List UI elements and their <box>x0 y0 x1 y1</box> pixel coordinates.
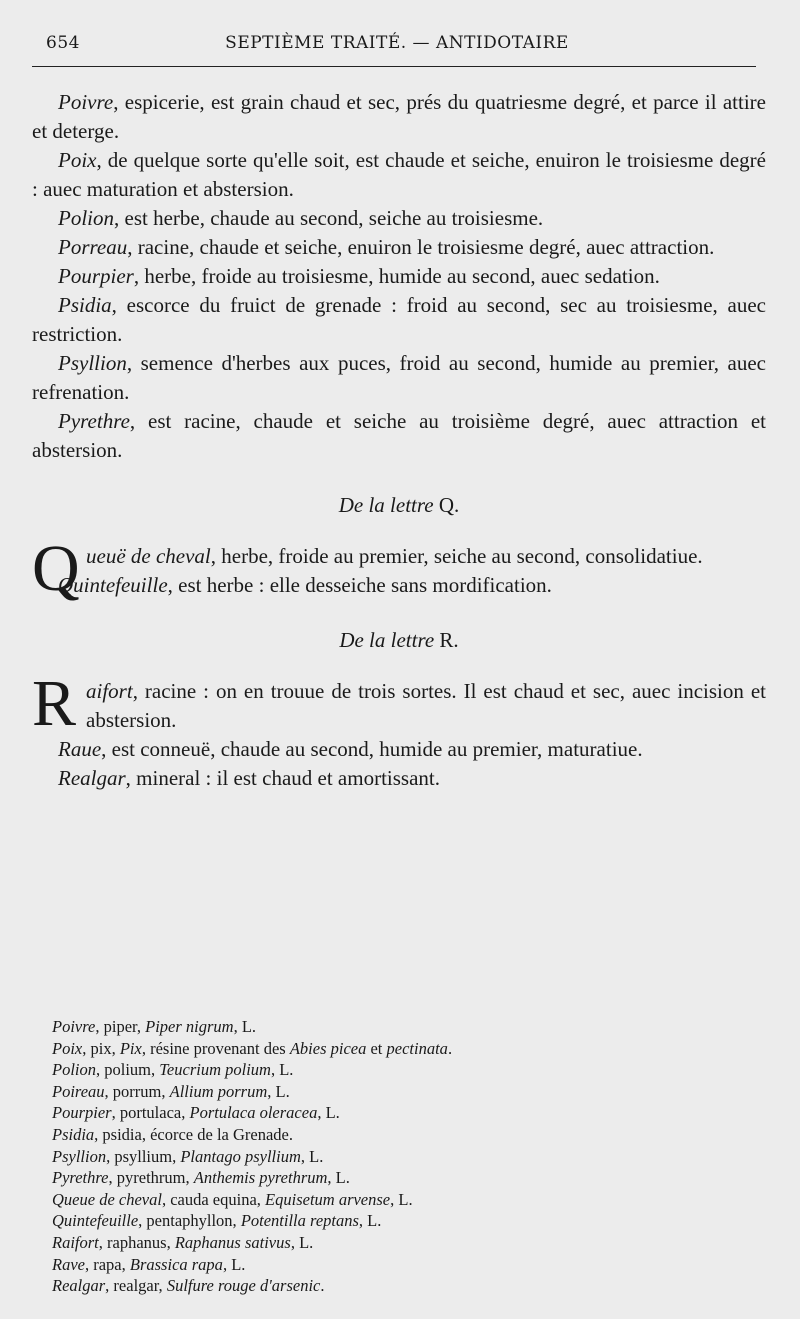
entry-text: , racine : on en trouue de trois sortes. Il est chaud et sec, auec incision et abstersion. <box>86 679 766 732</box>
note-suffix: , L. <box>270 1060 294 1080</box>
entry-raifort <box>32 667 766 740</box>
note-term: Realgar <box>52 1276 106 1296</box>
entry-term: Pyrethre <box>58 409 130 433</box>
note-term: Polion <box>52 1060 96 1080</box>
section-letter: R. <box>439 628 459 652</box>
entry-term: Polion <box>58 206 114 230</box>
note-term: Psyllion <box>52 1146 107 1166</box>
note-species: Sulfure rouge d'arsenic <box>166 1276 321 1296</box>
note-latin: , portulaca, <box>111 1103 190 1123</box>
note-suffix: , L. <box>290 1232 314 1252</box>
note-species: Allium porrum <box>169 1081 268 1101</box>
entry-psyllion <box>32 349 766 407</box>
note-species: Teucrium polium <box>159 1060 271 1080</box>
section-prefix: De la lettre <box>339 628 435 652</box>
entry-text: , herbe, froide au troisiesme, humide au second, auec sedation. <box>133 264 660 288</box>
entry-poivre <box>32 88 766 146</box>
entry-raue <box>32 735 766 764</box>
entry-term: ueuë de cheval <box>86 544 211 568</box>
drop-cap: Q <box>32 532 80 605</box>
entry-term: Raue <box>58 737 102 761</box>
footnote-line <box>52 1102 752 1124</box>
running-title: SEPTIÈME TRAITÉ. — ANTIDOTAIRE <box>225 33 569 53</box>
entry-text: , escorce du fruict de grenade : froid au second, sec au troisiesme, auec restriction. <box>32 293 766 346</box>
note-term: Pourpier <box>52 1103 112 1123</box>
entry-text: , est herbe, chaude au second, seiche au troisiesme. <box>114 206 544 230</box>
footnote-line <box>52 1189 752 1211</box>
footnote-line <box>52 1059 752 1081</box>
entry-poix <box>32 146 766 204</box>
note-term: Pyrethre <box>52 1168 109 1188</box>
section-letter: Q. <box>438 493 460 517</box>
entry-term: Psyllion <box>58 351 127 375</box>
entry-polion <box>32 204 766 233</box>
note-suffix: et <box>366 1038 387 1058</box>
footnote-line <box>52 1232 752 1254</box>
page-number: 654 <box>46 33 80 53</box>
entry-text: , est herbe : elle desseiche sans mordification. <box>167 573 552 597</box>
entry-text: , de quelque sorte qu'elle soit, est chaude et seiche, enuiron le troisiesme degré : auec maturation et abstersion. <box>32 148 766 201</box>
entry-term: Pourpier <box>58 264 134 288</box>
entry-text: , semence d'herbes aux puces, froid au second, humide au premier, auec refrenation. <box>32 351 766 404</box>
note-term: Psidia <box>52 1124 95 1144</box>
note-species: Brassica rapa <box>129 1254 223 1274</box>
note-species: Anthemis pyrethrum <box>193 1168 328 1188</box>
entry-term: Poivre <box>58 90 114 114</box>
note-latin: , psyllium, <box>106 1146 181 1166</box>
footnote-line <box>52 1167 752 1189</box>
note-suffix: , L. <box>358 1211 382 1231</box>
note-suffix: . <box>320 1276 325 1296</box>
entry-term: Quintefeuille <box>58 573 168 597</box>
note-latin: , realgar, <box>105 1276 167 1296</box>
entry-realgar <box>32 764 766 793</box>
entry-text: , mineral : il est chaud et amortissant. <box>125 766 440 790</box>
note-species: Pix <box>119 1038 142 1058</box>
entry-quintefeuille <box>32 571 766 600</box>
note-suffix: , L. <box>267 1081 290 1101</box>
note-latin: , polium, <box>96 1060 160 1080</box>
note-term: Rave <box>52 1254 85 1274</box>
header-rule <box>32 66 756 67</box>
entry-porreau <box>32 233 766 262</box>
note-term: Poivre <box>52 1017 96 1036</box>
note-latin: , raphanus, <box>98 1232 175 1252</box>
footnote-line <box>52 1146 752 1168</box>
note-latin: , pentaphyllon, <box>138 1211 241 1231</box>
note-species: pectinata <box>386 1038 448 1058</box>
entry-term: aifort <box>86 679 133 703</box>
entry-term: Poix <box>58 148 97 172</box>
note-latin: , porrum, <box>104 1081 170 1101</box>
footnote-line <box>52 1254 752 1276</box>
note-term: Poix <box>52 1038 83 1058</box>
footnote-line <box>52 1016 752 1038</box>
note-term: Poireau <box>52 1081 105 1101</box>
note-latin: , psidia, écorce de la Grenade. <box>94 1124 293 1144</box>
entry-term: Psidia <box>58 293 112 317</box>
note-species: Plantago psyllium <box>180 1146 301 1166</box>
entry-pyrethre <box>32 407 766 465</box>
section-heading-q <box>32 491 766 520</box>
section-prefix: De la lettre <box>338 493 434 517</box>
note-latin: , pix, <box>82 1038 120 1058</box>
note-term: Raifort <box>52 1232 99 1252</box>
note-suffix: , résine provenant des <box>141 1038 290 1058</box>
note-latin: , piper, <box>95 1017 146 1036</box>
entry-pourpier <box>32 262 766 291</box>
note-term: Quintefeuille <box>52 1211 139 1231</box>
footnote-line <box>52 1210 752 1232</box>
entry-text: , herbe, froide au premier, seiche au second, consolidatiue. <box>210 544 703 568</box>
entry-psidia <box>32 291 766 349</box>
note-latin: , rapa, <box>84 1254 130 1274</box>
drop-cap: R <box>32 667 77 740</box>
note-species: Raphanus sativus <box>174 1232 291 1252</box>
entry-text: , espicerie, est grain chaud et sec, prés du quatriesme degré, et parce il attire et deterge. <box>32 90 766 143</box>
entry-term: Porreau <box>58 235 128 259</box>
section-heading-r <box>32 626 766 655</box>
footnote-line <box>52 1124 752 1146</box>
entry-text: , est conneuë, chaude au second, humide au premier, maturatiue. <box>101 737 643 761</box>
footnote-line <box>52 1081 752 1103</box>
note-suffix: , L. <box>300 1146 324 1166</box>
note-latin: , cauda equina, <box>161 1189 266 1209</box>
footnotes <box>52 1016 752 1297</box>
note-suffix: , L. <box>233 1017 257 1036</box>
note-suffix: , L. <box>222 1254 246 1274</box>
note-species: Equisetum arvense <box>265 1189 391 1209</box>
note-suffix: , L. <box>390 1189 413 1209</box>
note-suffix: . <box>447 1038 453 1058</box>
footnote-line <box>52 1275 752 1297</box>
entry-text: , est racine, chaude et seiche au troisième degré, auec attraction et abstersion. <box>32 409 766 462</box>
footnote-line <box>52 1038 752 1060</box>
note-species: Portulaca oleracea <box>189 1103 318 1123</box>
note-term: Queue de cheval <box>52 1189 162 1209</box>
note-latin: , pyrethrum, <box>108 1168 194 1188</box>
note-suffix: , L. <box>327 1168 350 1188</box>
main-text <box>32 88 766 793</box>
note-suffix: , L. <box>317 1103 340 1123</box>
note-species: Abies picea <box>289 1038 367 1058</box>
entry-text: , racine, chaude et seiche, enuiron le troisiesme degré, auec attraction. <box>127 235 715 259</box>
note-species: Piper nigrum <box>145 1017 234 1036</box>
entry-term: Realgar <box>58 766 126 790</box>
note-species: Potentilla reptans <box>240 1211 359 1231</box>
